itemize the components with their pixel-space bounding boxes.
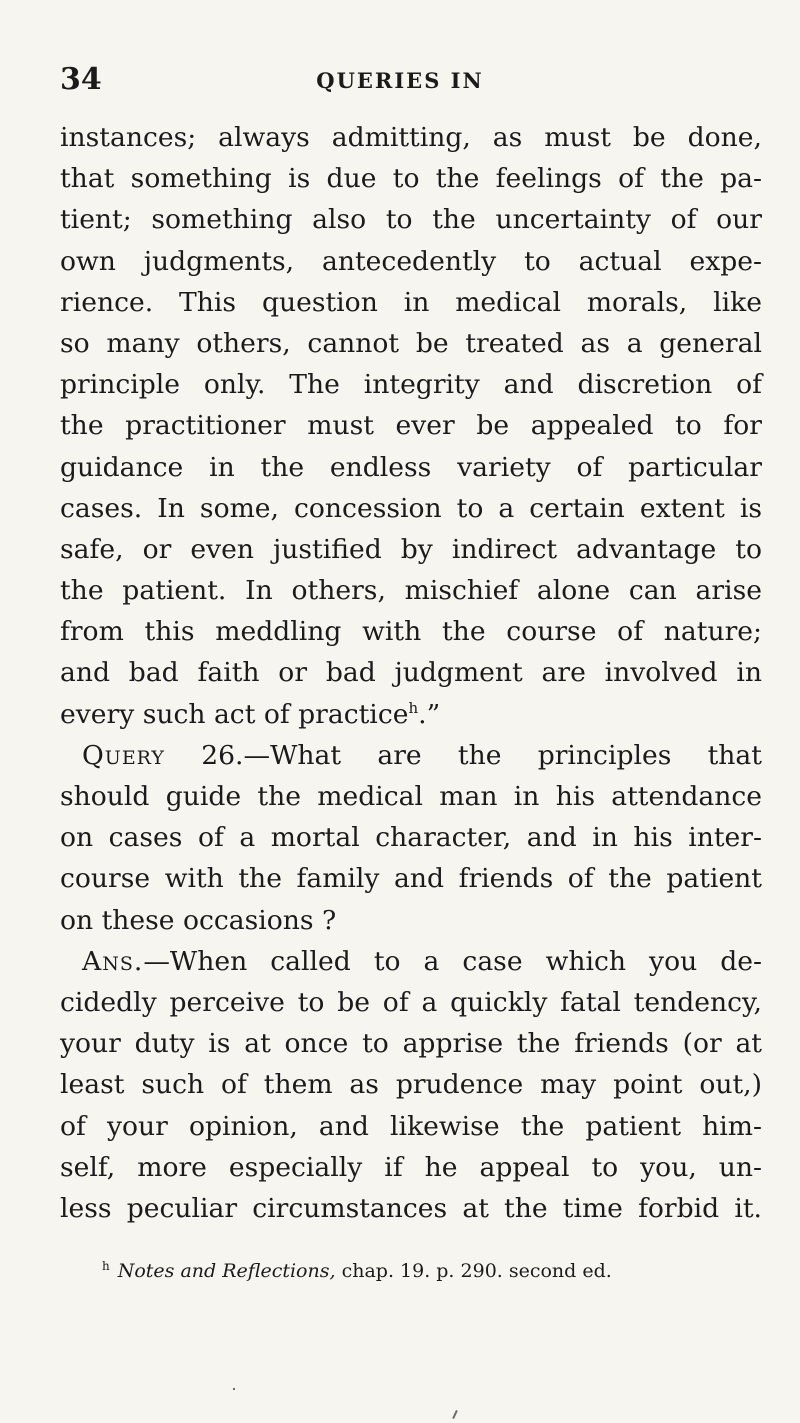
answer-line [60,941,762,982]
text-line: should guide the medical man in his attendance [60,781,762,812]
text-line: the patient. In others, mischief alone can arise [60,575,762,607]
paper-speck [452,1410,458,1419]
page-header [60,62,740,98]
footnote [102,1259,762,1282]
query-label: Query [82,739,165,771]
answer-text: —When called to a case which you de- [143,945,762,977]
text-line: cases. In some, concession to a certain extent is [60,492,762,524]
text-line: safe, or even justified by indirect advantage to [60,533,762,565]
text-line: so many others, cannot be treated as a general [60,327,762,359]
text-line-with-reference [60,694,762,735]
text-line: your duty is at once to apprise the friends (or at [60,1028,762,1060]
footnote-title: Notes and Reflections, [117,1260,336,1282]
query-text: 26.—What are the principles that [201,739,762,771]
text-line: principle only. The integrity and discretion of [60,369,762,401]
answer-label: Ans. [82,945,144,977]
running-title: QUERIES IN [316,68,484,93]
text-line: cidedly perceive to be of a quickly fatal tendency, [60,986,762,1018]
footnote-text: chap. 19. p. 290. second ed. [335,1260,612,1282]
text-line: guidance in the endless variety of particular [60,451,762,483]
text-line: on cases of a mortal character, and in his inter- [60,822,762,854]
text-line: self, more especially if he appeal to you, un- [60,1151,762,1183]
text-fragment: every such act of practice [60,698,409,730]
text-line: less peculiar circumstances at the time forbid it. [60,1192,762,1224]
text-line: tient; something also to the uncertainty of our [60,204,762,236]
body-text [60,117,762,1229]
text-line: the practitioner must ever be appealed to for [60,410,762,442]
text-line: that something is due to the feelings of the pa- [60,163,762,195]
footnote-reference: h [408,698,419,717]
text-line: rience. This question in medical morals, like [60,286,762,318]
text-fragment: .” [418,698,441,730]
text-line: instances; always admitting, as must be done, [60,122,762,153]
text-line: on these occasions ? [60,904,337,936]
text-line: and bad faith or bad judgment are involved in [60,657,762,689]
text-line: of your opinion, and likewise the patient him- [60,1110,762,1142]
text-line: from this meddling with the course of nature; [60,616,762,648]
query-line [60,735,762,776]
text-line: least such of them as prudence may point out,) [60,1069,762,1101]
footnote-mark: h [102,1259,110,1273]
page-number: 34 [60,62,102,97]
text-line: own judgments, antecedently to actual expe- [60,245,762,277]
paper-speck [233,1388,235,1390]
text-line: course with the family and friends of the patient [60,863,762,895]
